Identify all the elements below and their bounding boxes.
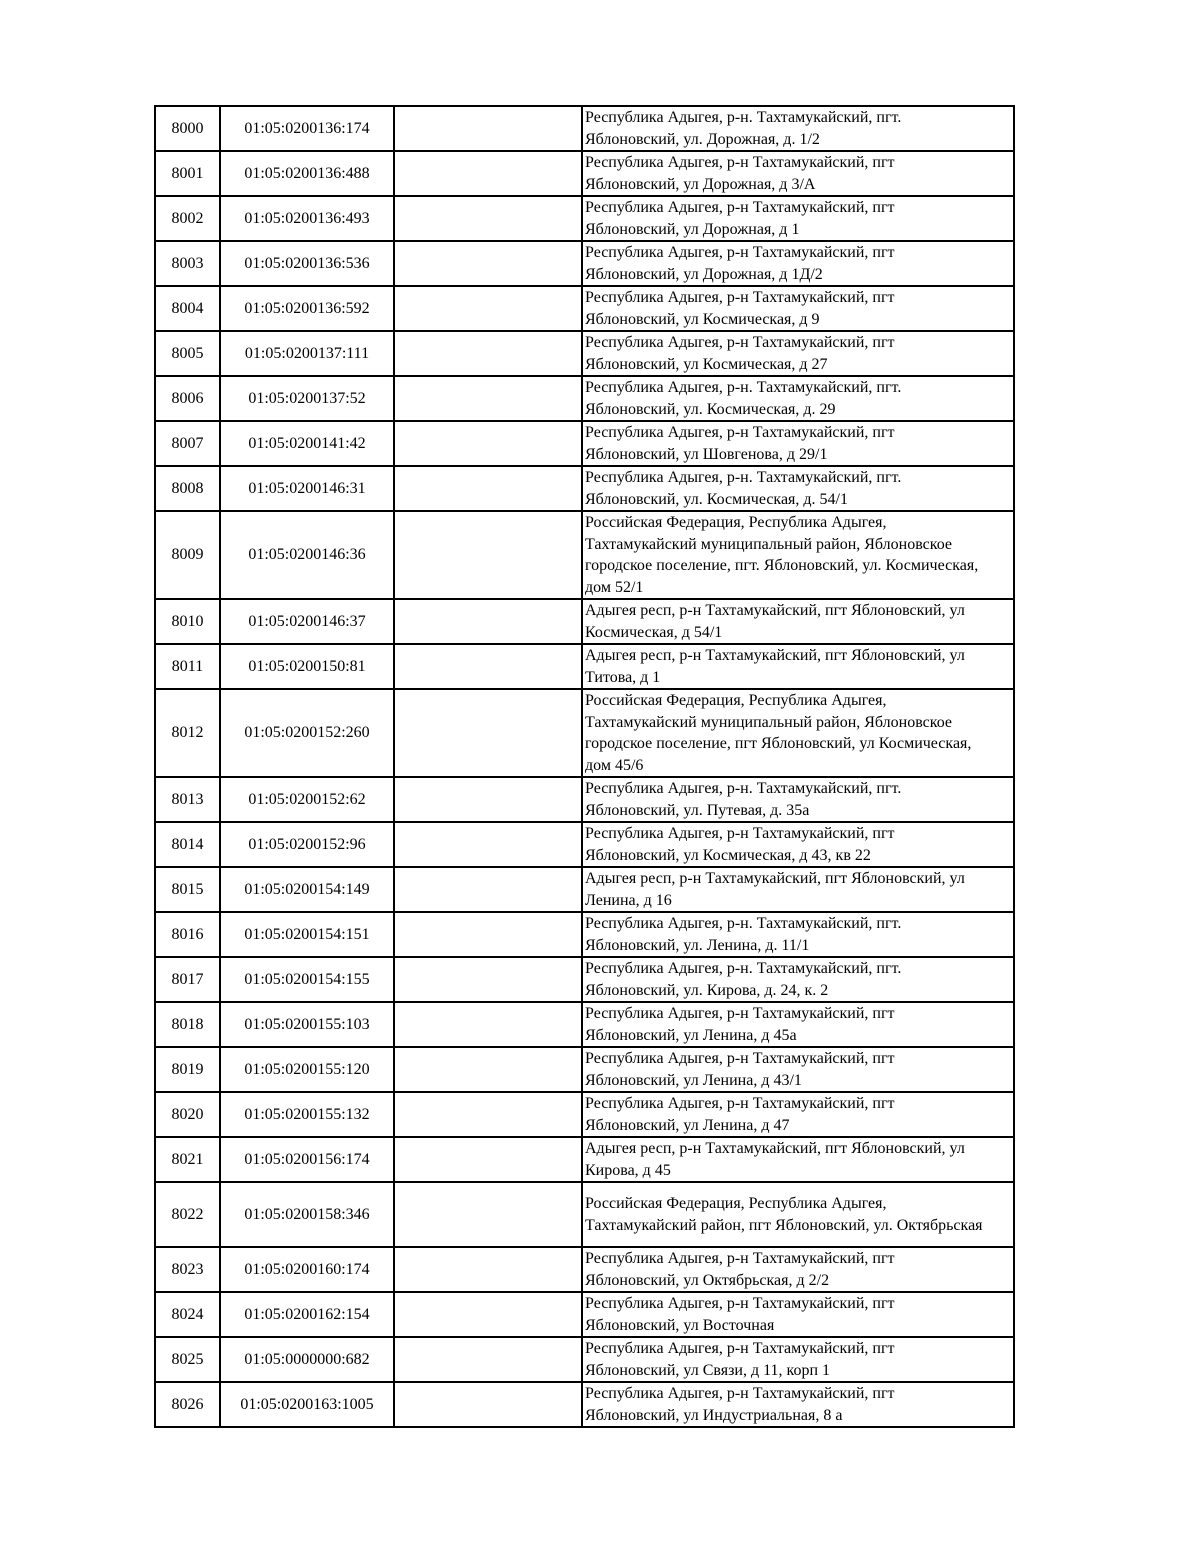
row-number: 8007 xyxy=(155,421,220,466)
row-number: 8008 xyxy=(155,466,220,511)
cadastral-number: 01:05:0200158:346 xyxy=(220,1182,394,1247)
cadastral-number: 01:05:0200160:174 xyxy=(220,1247,394,1292)
empty-cell xyxy=(394,777,582,822)
empty-cell xyxy=(394,286,582,331)
address: Адыгея респ, р-н Тахтамукайский, пгт Яблоновский, ул Кирова, д 45 xyxy=(582,1137,1014,1182)
empty-cell xyxy=(394,331,582,376)
row-number: 8006 xyxy=(155,376,220,421)
cadastral-number: 01:05:0200152:62 xyxy=(220,777,394,822)
row-number: 8012 xyxy=(155,689,220,777)
address: Республика Адыгея, р-н Тахтамукайский, пгт Яблоновский, ул Восточная xyxy=(582,1292,1014,1337)
address: Республика Адыгея, р-н Тахтамукайский, пгт Яблоновский, ул Ленина, д 45а xyxy=(582,1002,1014,1047)
address: Республика Адыгея, р-н Тахтамукайский, пгт Яблоновский, ул Шовгенова, д 29/1 xyxy=(582,421,1014,466)
table-row xyxy=(155,1382,1014,1427)
address: Российская Федерация, Республика Адыгея, Тахтамукайский муниципальный район, Яблоновское городское поселение, пгт. Яблоновский, ул. Космическая, дом 52/1 xyxy=(582,511,1014,599)
address: Республика Адыгея, р-н Тахтамукайский, пгт Яблоновский, ул Космическая, д 9 xyxy=(582,286,1014,331)
empty-cell xyxy=(394,867,582,912)
table-row xyxy=(155,466,1014,511)
address: Республика Адыгея, р-н. Тахтамукайский, пгт. Яблоновский, ул. Путевая, д. 35а xyxy=(582,777,1014,822)
table-row xyxy=(155,1292,1014,1337)
cadastral-number: 01:05:0200162:154 xyxy=(220,1292,394,1337)
row-number: 8010 xyxy=(155,599,220,644)
registry-table xyxy=(154,105,1015,1428)
cadastral-number: 01:05:0200154:155 xyxy=(220,957,394,1002)
empty-cell xyxy=(394,689,582,777)
table-row xyxy=(155,644,1014,689)
empty-cell xyxy=(394,196,582,241)
table-row xyxy=(155,151,1014,196)
table-row xyxy=(155,867,1014,912)
empty-cell xyxy=(394,1137,582,1182)
table-row xyxy=(155,777,1014,822)
table-row xyxy=(155,511,1014,599)
address: Адыгея респ, р-н Тахтамукайский, пгт Яблоновский, ул Космическая, д 54/1 xyxy=(582,599,1014,644)
empty-cell xyxy=(394,644,582,689)
cadastral-number: 01:05:0200136:493 xyxy=(220,196,394,241)
address: Республика Адыгея, р-н Тахтамукайский, пгт Яблоновский, ул Дорожная, д 1Д/2 xyxy=(582,241,1014,286)
row-number: 8001 xyxy=(155,151,220,196)
table-row xyxy=(155,1092,1014,1137)
address: Адыгея респ, р-н Тахтамукайский, пгт Яблоновский, ул Ленина, д 16 xyxy=(582,867,1014,912)
cadastral-number: 01:05:0200141:42 xyxy=(220,421,394,466)
table-row xyxy=(155,957,1014,1002)
cadastral-number: 01:05:0200163:1005 xyxy=(220,1382,394,1427)
table-row xyxy=(155,1337,1014,1382)
empty-cell xyxy=(394,957,582,1002)
row-number: 8016 xyxy=(155,912,220,957)
row-number: 8019 xyxy=(155,1047,220,1092)
cadastral-number: 01:05:0200136:536 xyxy=(220,241,394,286)
cadastral-number: 01:05:0000000:682 xyxy=(220,1337,394,1382)
row-number: 8026 xyxy=(155,1382,220,1427)
address: Республика Адыгея, р-н Тахтамукайский, пгт Яблоновский, ул Октябрьская, д 2/2 xyxy=(582,1247,1014,1292)
cadastral-number: 01:05:0200146:31 xyxy=(220,466,394,511)
table-row xyxy=(155,1247,1014,1292)
row-number: 8015 xyxy=(155,867,220,912)
empty-cell xyxy=(394,511,582,599)
table-row xyxy=(155,376,1014,421)
address: Республика Адыгея, р-н Тахтамукайский, пгт Яблоновский, ул Космическая, д 27 xyxy=(582,331,1014,376)
row-number: 8018 xyxy=(155,1002,220,1047)
empty-cell xyxy=(394,376,582,421)
row-number: 8004 xyxy=(155,286,220,331)
empty-cell xyxy=(394,466,582,511)
cadastral-number: 01:05:0200152:96 xyxy=(220,822,394,867)
address: Республика Адыгея, р-н Тахтамукайский, пгт Яблоновский, ул Дорожная, д 1 xyxy=(582,196,1014,241)
cadastral-number: 01:05:0200137:111 xyxy=(220,331,394,376)
cadastral-number: 01:05:0200155:132 xyxy=(220,1092,394,1137)
table-row xyxy=(155,912,1014,957)
cadastral-number: 01:05:0200154:149 xyxy=(220,867,394,912)
address: Республика Адыгея, р-н Тахтамукайский, пгт Яблоновский, ул Ленина, д 47 xyxy=(582,1092,1014,1137)
cadastral-number: 01:05:0200136:592 xyxy=(220,286,394,331)
empty-cell xyxy=(394,1382,582,1427)
row-number: 8013 xyxy=(155,777,220,822)
row-number: 8017 xyxy=(155,957,220,1002)
table-row xyxy=(155,1182,1014,1247)
table-row xyxy=(155,196,1014,241)
empty-cell xyxy=(394,421,582,466)
row-number: 8002 xyxy=(155,196,220,241)
address: Республика Адыгея, р-н. Тахтамукайский, пгт. Яблоновский, ул. Кирова, д. 24, к. 2 xyxy=(582,957,1014,1002)
empty-cell xyxy=(394,1182,582,1247)
address: Адыгея респ, р-н Тахтамукайский, пгт Яблоновский, ул Титова, д 1 xyxy=(582,644,1014,689)
address: Республика Адыгея, р-н Тахтамукайский, пгт Яблоновский, ул Связи, д 11, корп 1 xyxy=(582,1337,1014,1382)
registry-table-body xyxy=(155,106,1014,1427)
address: Республика Адыгея, р-н Тахтамукайский, пгт Яблоновский, ул Ленина, д 43/1 xyxy=(582,1047,1014,1092)
cadastral-number: 01:05:0200155:120 xyxy=(220,1047,394,1092)
empty-cell xyxy=(394,1092,582,1137)
table-row xyxy=(155,1047,1014,1092)
row-number: 8021 xyxy=(155,1137,220,1182)
address: Республика Адыгея, р-н Тахтамукайский, пгт Яблоновский, ул Индустриальная, 8 а xyxy=(582,1382,1014,1427)
row-number: 8014 xyxy=(155,822,220,867)
table-row xyxy=(155,599,1014,644)
empty-cell xyxy=(394,151,582,196)
table-row xyxy=(155,1137,1014,1182)
row-number: 8022 xyxy=(155,1182,220,1247)
cadastral-number: 01:05:0200152:260 xyxy=(220,689,394,777)
table-row xyxy=(155,286,1014,331)
cadastral-number: 01:05:0200156:174 xyxy=(220,1137,394,1182)
address: Республика Адыгея, р-н. Тахтамукайский, пгт. Яблоновский, ул. Космическая, д. 29 xyxy=(582,376,1014,421)
table-row xyxy=(155,822,1014,867)
row-number: 8000 xyxy=(155,106,220,151)
empty-cell xyxy=(394,241,582,286)
cadastral-number: 01:05:0200136:174 xyxy=(220,106,394,151)
cadastral-number: 01:05:0200137:52 xyxy=(220,376,394,421)
row-number: 8025 xyxy=(155,1337,220,1382)
table-row xyxy=(155,106,1014,151)
address: Республика Адыгея, р-н. Тахтамукайский, пгт. Яблоновский, ул. Ленина, д. 11/1 xyxy=(582,912,1014,957)
address: Республика Адыгея, р-н. Тахтамукайский, пгт. Яблоновский, ул. Дорожная, д. 1/2 xyxy=(582,106,1014,151)
cadastral-number: 01:05:0200155:103 xyxy=(220,1002,394,1047)
row-number: 8009 xyxy=(155,511,220,599)
row-number: 8005 xyxy=(155,331,220,376)
address: Российская Федерация, Республика Адыгея, Тахтамукайский муниципальный район, Яблоновское городское поселение, пгт Яблоновский, ул Космическая, дом 45/6 xyxy=(582,689,1014,777)
address: Республика Адыгея, р-н. Тахтамукайский, пгт. Яблоновский, ул. Космическая, д. 54/1 xyxy=(582,466,1014,511)
row-number: 8023 xyxy=(155,1247,220,1292)
address: Республика Адыгея, р-н Тахтамукайский, пгт Яблоновский, ул Космическая, д 43, кв 22 xyxy=(582,822,1014,867)
empty-cell xyxy=(394,599,582,644)
cadastral-number: 01:05:0200136:488 xyxy=(220,151,394,196)
empty-cell xyxy=(394,1047,582,1092)
row-number: 8003 xyxy=(155,241,220,286)
cadastral-number: 01:05:0200146:36 xyxy=(220,511,394,599)
row-number: 8020 xyxy=(155,1092,220,1137)
empty-cell xyxy=(394,106,582,151)
cadastral-number: 01:05:0200154:151 xyxy=(220,912,394,957)
address: Республика Адыгея, р-н Тахтамукайский, пгт Яблоновский, ул Дорожная, д 3/А xyxy=(582,151,1014,196)
empty-cell xyxy=(394,1247,582,1292)
table-row xyxy=(155,689,1014,777)
empty-cell xyxy=(394,912,582,957)
address: Российская Федерация, Республика Адыгея, Тахтамукайский район, пгт Яблоновский, ул. Октябрьская xyxy=(582,1182,1014,1247)
empty-cell xyxy=(394,1292,582,1337)
cadastral-number: 01:05:0200146:37 xyxy=(220,599,394,644)
table-row xyxy=(155,331,1014,376)
table-row xyxy=(155,421,1014,466)
empty-cell xyxy=(394,1002,582,1047)
empty-cell xyxy=(394,822,582,867)
row-number: 8011 xyxy=(155,644,220,689)
cadastral-number: 01:05:0200150:81 xyxy=(220,644,394,689)
table-row xyxy=(155,1002,1014,1047)
row-number: 8024 xyxy=(155,1292,220,1337)
empty-cell xyxy=(394,1337,582,1382)
table-row xyxy=(155,241,1014,286)
